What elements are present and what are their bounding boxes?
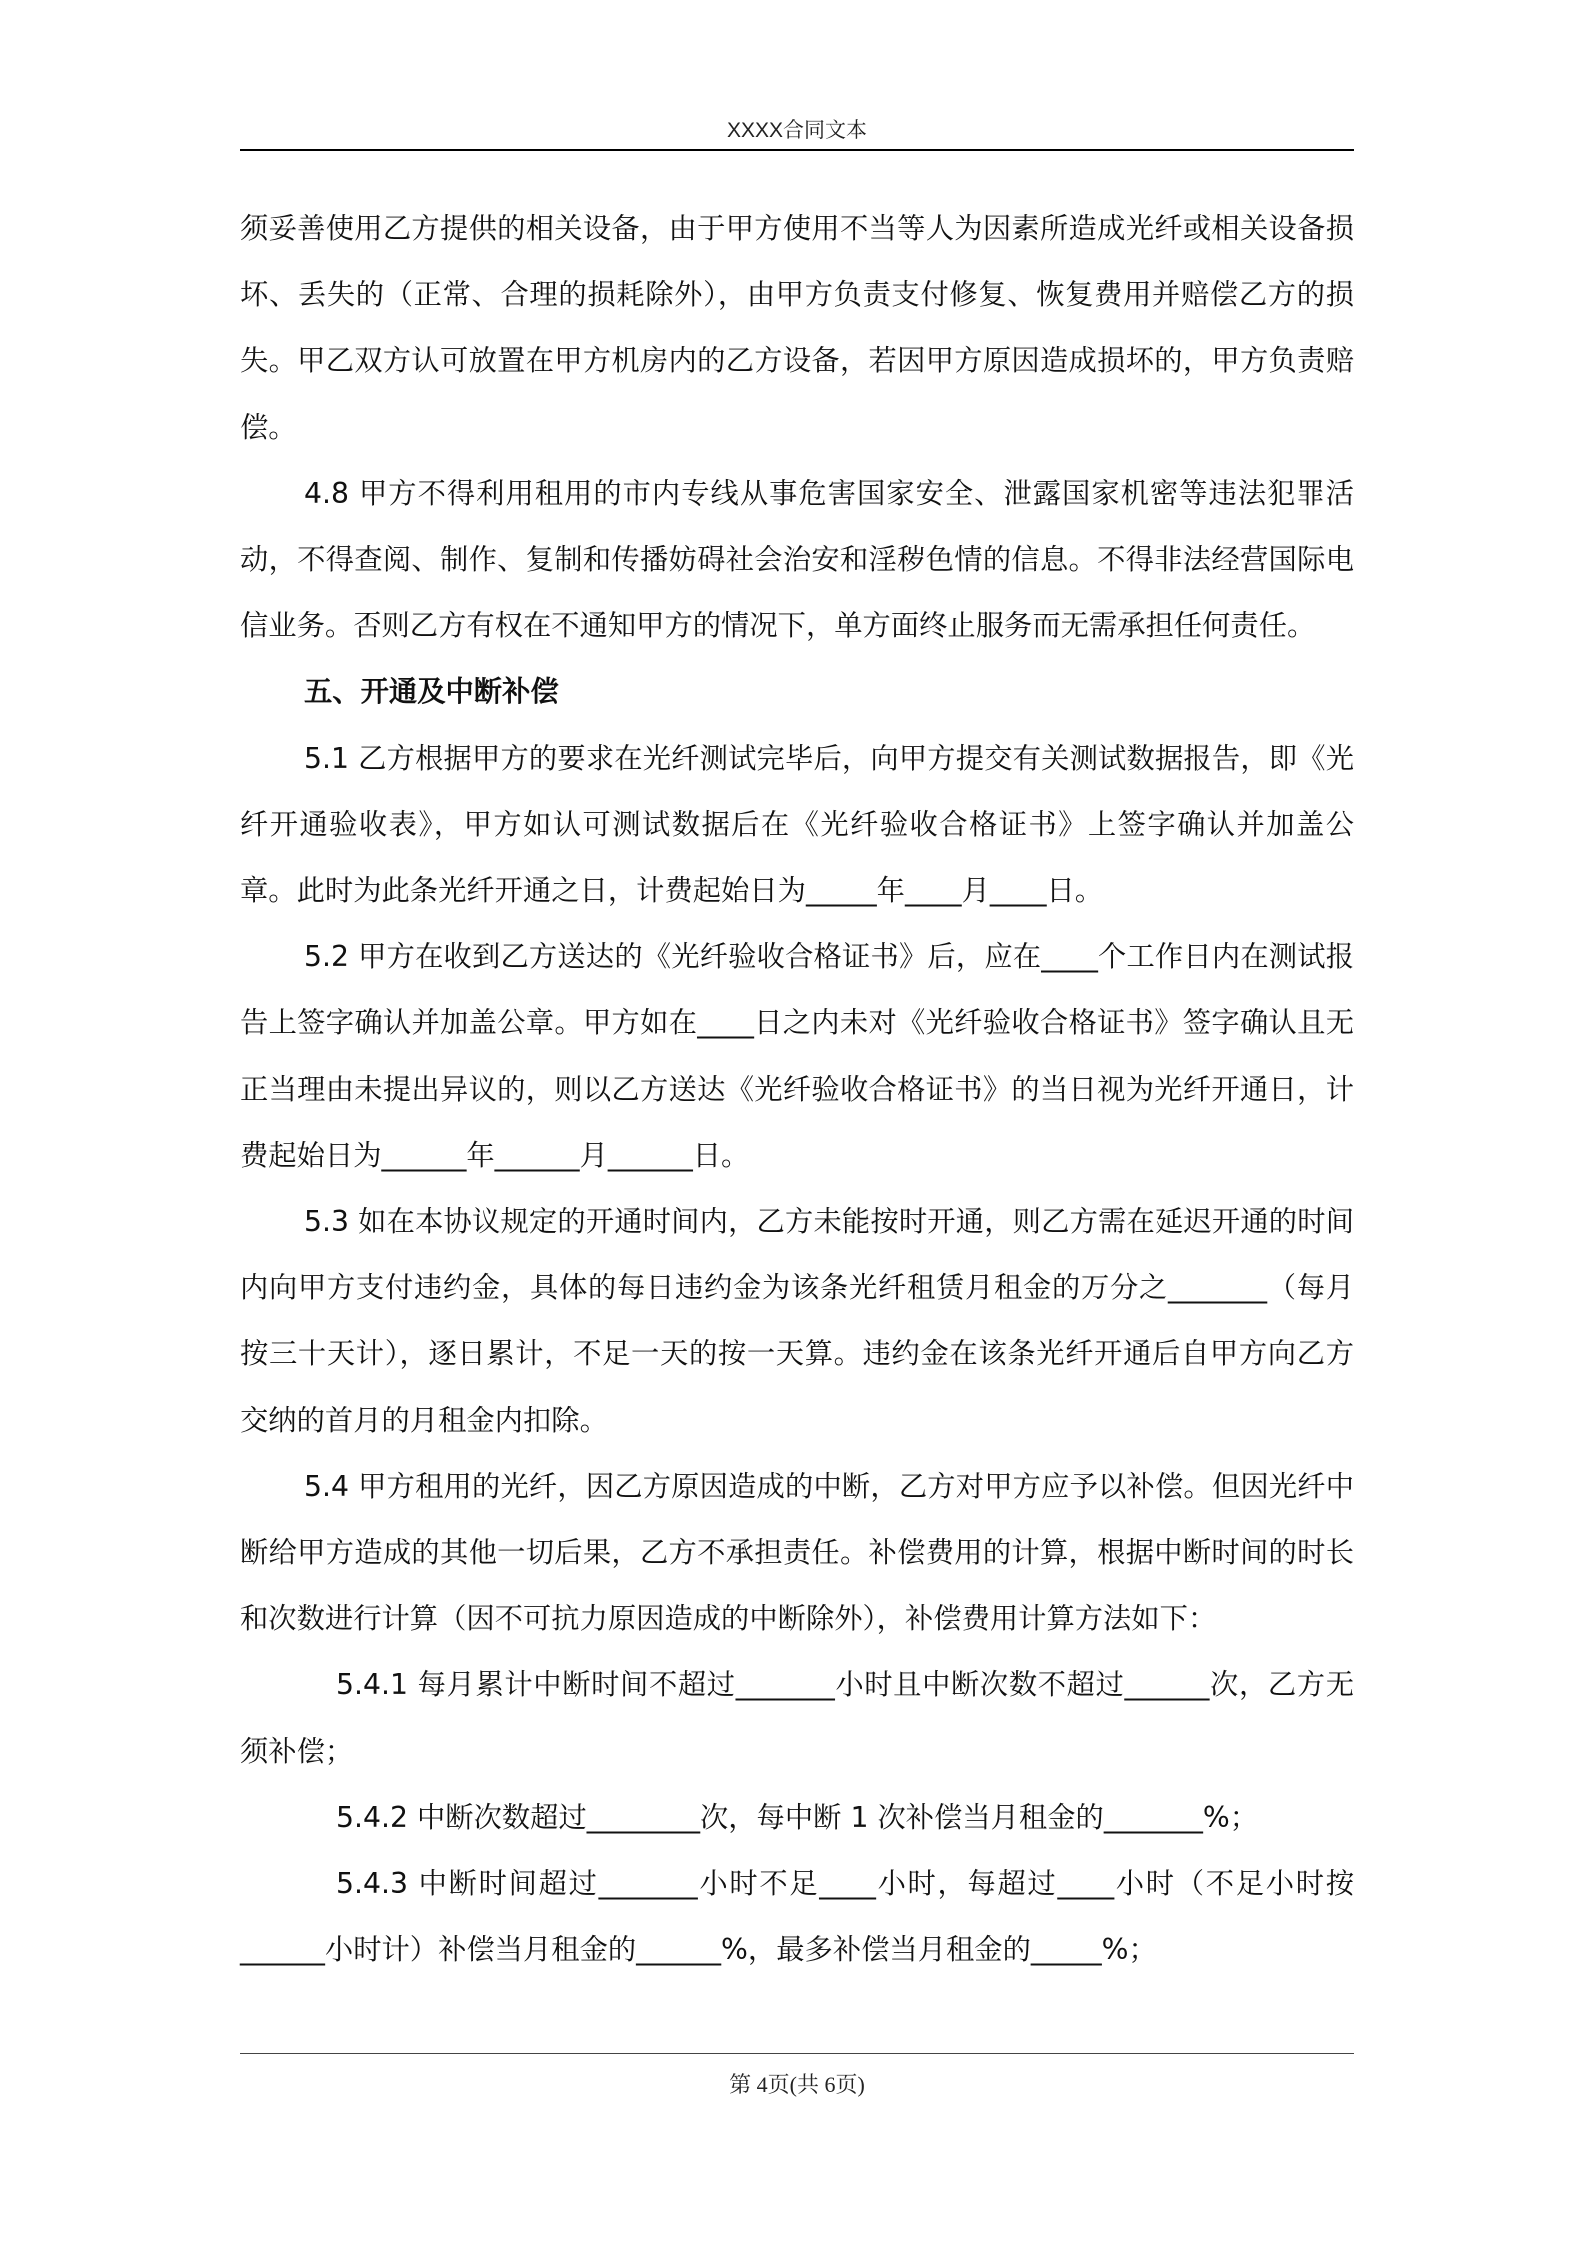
- page-number: 第 4页(共 6页): [729, 2072, 865, 2097]
- paragraph-5-4-3: 5.4.3 中断时间超过_______小时不足____小时，每超过____小时（不足小时按______小时计）补偿当月租金的______%，最多补偿当月租金的_____%；: [240, 1867, 1354, 1967]
- paragraph-5-1: 5.1 乙方根据甲方的要求在光纤测试完毕后，向甲方提交有关测试数据报告，即《光纤开通验收表》，甲方如认可测试数据后在《光纤验收合格证书》上签字确认并加盖公章。此时为此条光纤开通之日，计费起始日为_____年____月____日。: [240, 741, 1354, 908]
- page-header-title: XXXX合同文本: [726, 119, 868, 142]
- paragraph-4-8: 4.8 甲方不得利用租用的市内专线从事危害国家安全、泄露国家机密等违法犯罪活动，不得查阅、制作、复制和传播妨碍社会治安和淫秽色情的信息。不得非法经营国际电信业务。否则乙方有权在不通知甲方的情况下，单方面终止服务而无需承担任何责任。: [240, 476, 1354, 643]
- paragraph-5-4: 5.4 甲方租用的光纤，因乙方原因造成的中断，乙方对甲方应予以补偿。但因光纤中断给甲方造成的其他一切后果，乙方不承担责任。补偿费用的计算，根据中断时间的时长和次数进行计算（因不可抗力原因造成的中断除外），补偿费用计算方法如下：: [240, 1469, 1354, 1636]
- paragraph-5-3: 5.3 如在本协议规定的开通时间内，乙方未能按时开通，则乙方需在延迟开通的时间内向甲方支付违约金，具体的每日违约金为该条光纤租赁月租金的万分之_______（每月按三十天计），逐日累计，不足一天的按一天算。违约金在该条光纤开通后自甲方向乙方交纳的首月的月租金内扣除。: [240, 1205, 1354, 1437]
- paragraph-5-4-2: 5.4.2 中断次数超过________次，每中断 1 次补偿当月租金的_______%；: [336, 1800, 1259, 1834]
- paragraph-4-7-continued: 须妥善使用乙方提供的相关设备，由于甲方使用不当等人为因素所造成光纤或相关设备损坏、丢失的（正常、合理的损耗除外），由甲方负责支付修复、恢复费用并赔偿乙方的损失。甲乙双方认可放置在甲方机房内的乙方设备，若因甲方原因造成损坏的，甲方负责赔偿。: [240, 212, 1354, 444]
- footer-divider: [240, 2053, 1354, 2054]
- document-body: [240, 196, 1354, 1983]
- header-divider: [240, 149, 1354, 151]
- paragraph-5-2: 5.2 甲方在收到乙方送达的《光纤验收合格证书》后，应在____个工作日内在测试报告上签字确认并加盖公章。甲方如在____日之内未对《光纤验收合格证书》签字确认且无正当理由未提出异议的，则以乙方送达《光纤验收合格证书》的当日视为光纤开通日，计费起始日为______年______月______日。: [240, 940, 1354, 1172]
- section-heading-5: 五、开通及中断补偿: [304, 675, 559, 709]
- paragraph-5-4-1: 5.4.1 每月累计中断时间不超过_______小时且中断次数不超过______次，乙方无须补偿；: [240, 1668, 1354, 1768]
